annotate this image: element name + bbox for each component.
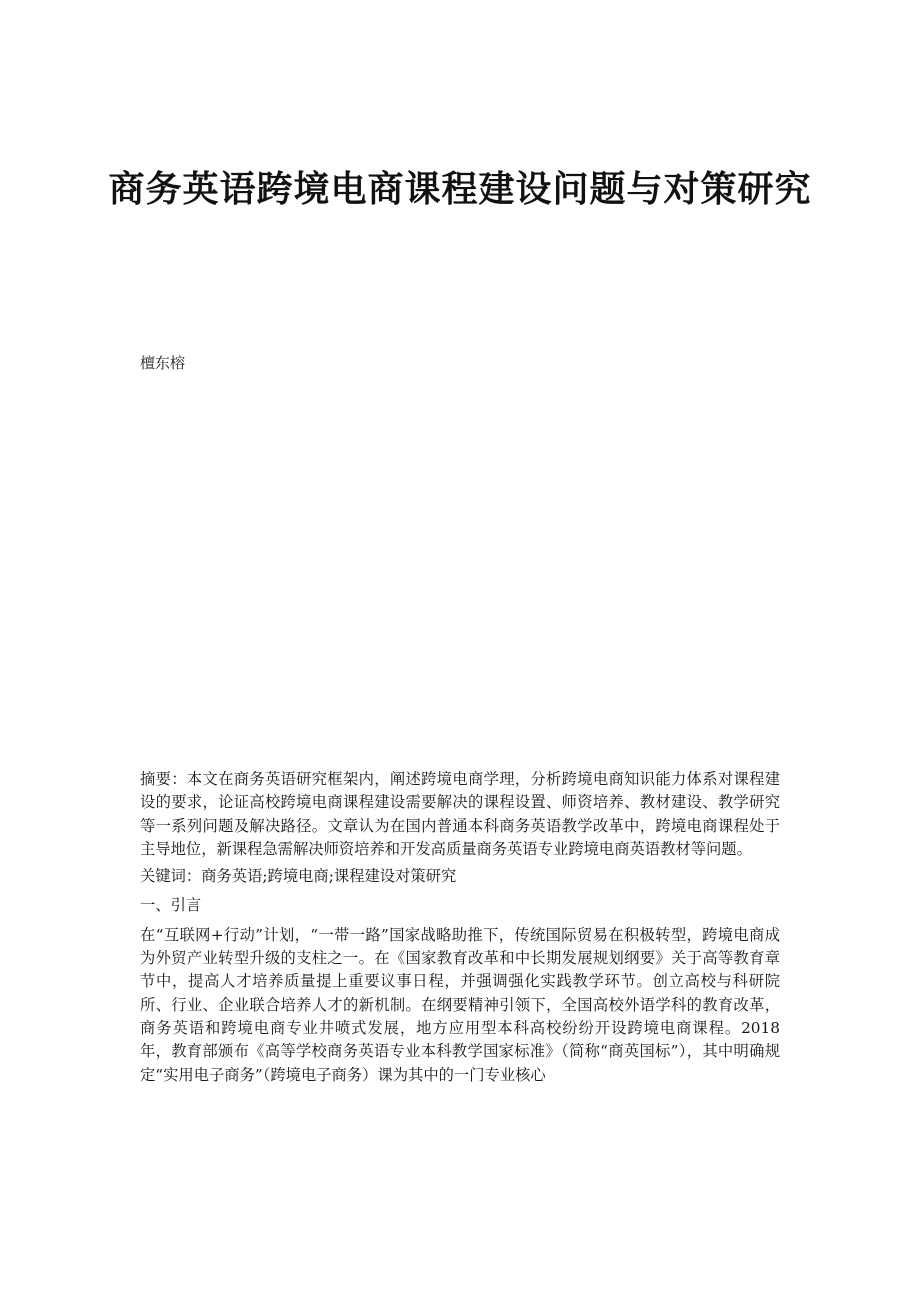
section-heading: 一、引言: [140, 896, 202, 915]
abstract-paragraph: 摘要：本文在商务英语研究框架内，阐述跨境电商学理，分析跨境电商知识能力体系对课程建设的要求，论证高校跨境电商课程建设需要解决的课程设置、师资培养、教材建设、教学研究等一系列问题及解决路径。文章认为在国内普通本科商务英语教学改革中，跨境电商课程处于主导地位，新课程急需解决师资培养和开发高质量商务英语专业跨境电商英语教材等问题。: [140, 770, 780, 858]
document-body: [140, 768, 780, 1087]
document-title: 商务英语跨境电商课程建设问题与对策研究: [108, 168, 812, 210]
keywords-line: 关键词：商务英语;跨境电商;课程建设对策研究: [140, 867, 457, 886]
intro-paragraph: 在“互联网+行动”计划，“一带一路”国家战略助推下，传统国际贸易在积极转型，跨境电商成为外贸产业转型升级的支柱之一。在《国家教育改革和中长期发展规划纲要》关于高等教育章节中，提高人才培养质量提上重要议事日程，并强调强化实践教学环节。创立高校与科研院所、行业、企业联合培养人才的新机制。在纲要精神引领下，全国高校外语学科的教育改革，商务英语和跨境电商专业井喷式发展，地方应用型本科高校纷纷开设跨境电商课程。2018 年，教育部颁布《高等学校商务英语专业本科教学国家标准》（简称“商英国标”），其中明确规定“实用电子商务”（跨境电子商务）课为其中的一门专业核心: [140, 925, 780, 1084]
author-name: 檀东榕: [140, 354, 186, 372]
